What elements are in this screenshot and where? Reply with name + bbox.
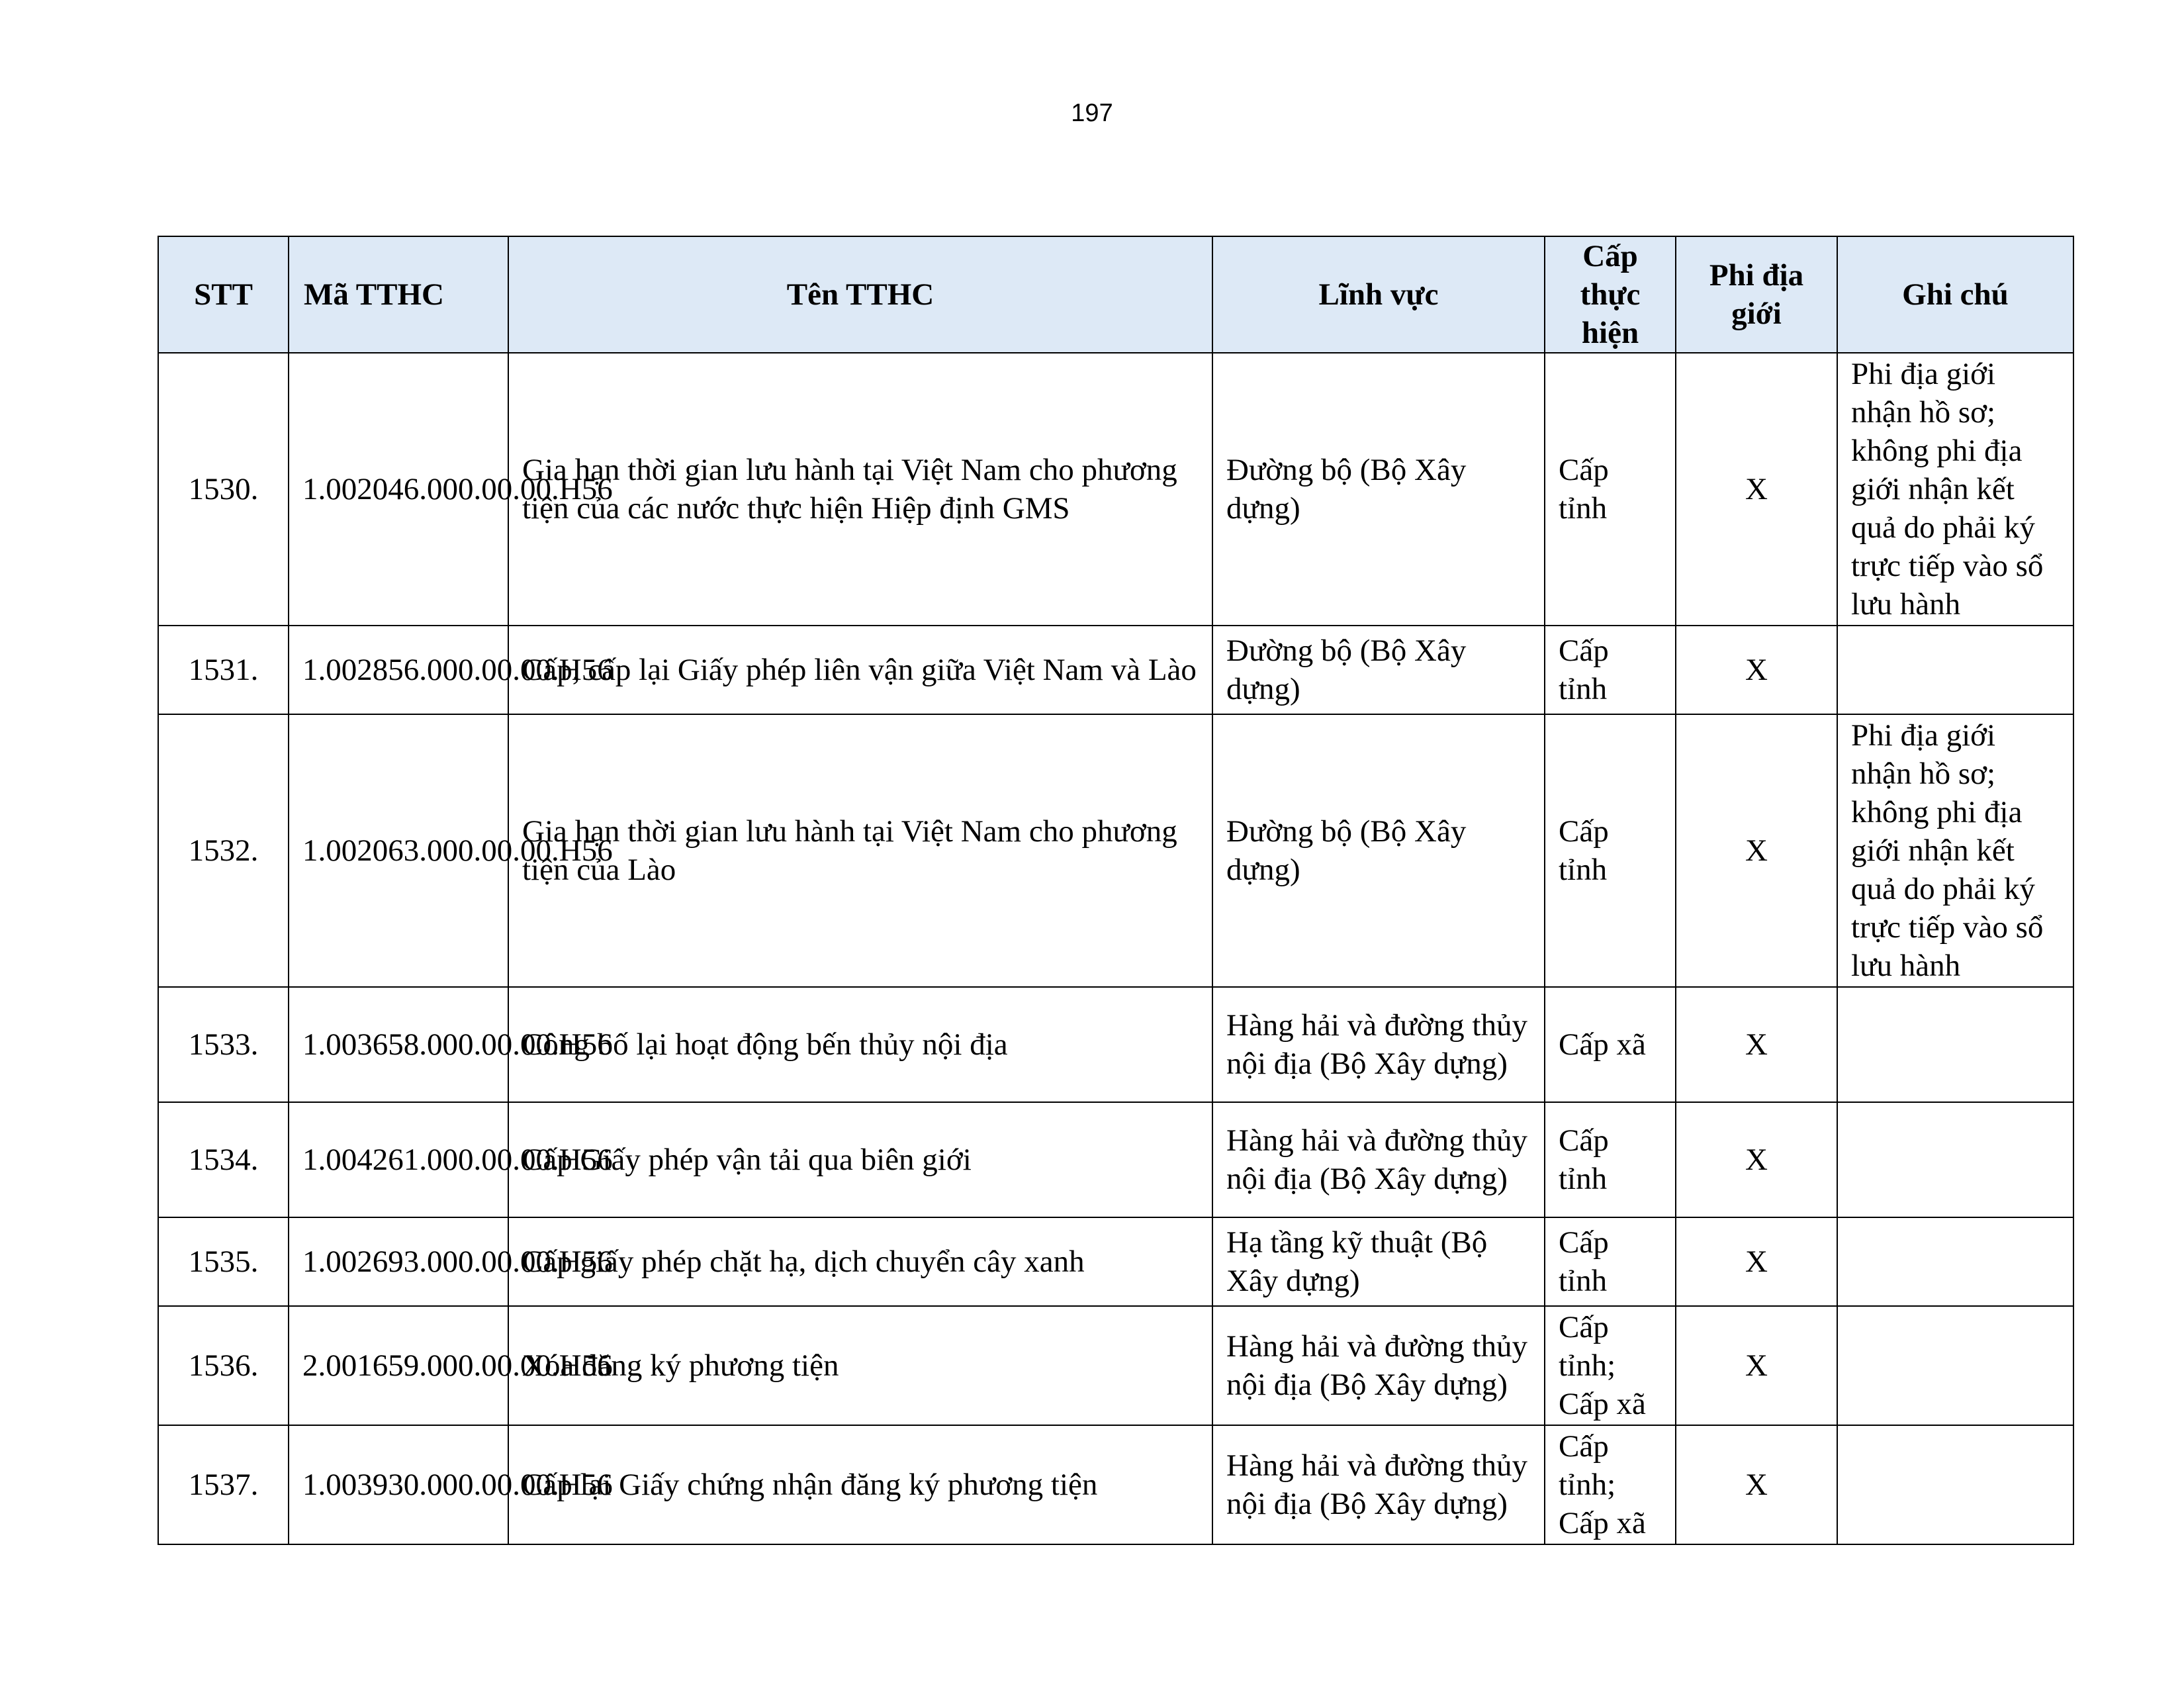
row-phi-mark: X (1676, 1102, 1837, 1217)
row-note: Phi địa giới nhận hồ sơ; không phi địa giới nhận kết quả do phải ký trực tiếp vào sổ lưu hành (1837, 353, 2073, 626)
row-stt: 1533. (158, 987, 289, 1102)
table-row (158, 714, 2073, 987)
row-level: Cấp tỉnh (1545, 1217, 1676, 1306)
header-phi: Phi địa giới (1676, 236, 1837, 353)
header-field: Lĩnh vực (1212, 236, 1545, 353)
page-number: 197 (1071, 99, 1113, 127)
row-code: 1.002693.000.00.00.H56 (289, 1217, 508, 1306)
row-note: Phi địa giới nhận hồ sơ; không phi địa giới nhận kết quả do phải ký trực tiếp vào sổ lưu hành (1837, 714, 2073, 987)
row-note (1837, 1306, 2073, 1425)
row-level: Cấp tỉnh; Cấp xã (1545, 1306, 1676, 1425)
row-name: Cấp lại Giấy chứng nhận đăng ký phương tiện (508, 1425, 1212, 1544)
row-stt: 1535. (158, 1217, 289, 1306)
row-name: Xóa đăng ký phương tiện (508, 1306, 1212, 1425)
row-field: Đường bộ (Bộ Xây dựng) (1212, 714, 1545, 987)
row-code: 2.001659.000.00.00.H56 (289, 1306, 508, 1425)
row-phi-mark: X (1676, 626, 1837, 714)
table-row (158, 1102, 2073, 1217)
row-name: Cấp, cấp lại Giấy phép liên vận giữa Việt Nam và Lào (508, 626, 1212, 714)
row-stt: 1536. (158, 1306, 289, 1425)
row-name: Gia hạn thời gian lưu hành tại Việt Nam cho phương tiện của các nước thực hiện Hiệp định GMS (508, 353, 1212, 626)
table-row (158, 987, 2073, 1102)
table-row (158, 1306, 2073, 1425)
row-field: Hàng hải và đường thủy nội địa (Bộ Xây dựng) (1212, 1306, 1545, 1425)
header-level: Cấp thực hiện (1545, 236, 1676, 353)
row-note (1837, 626, 2073, 714)
table-row (158, 1425, 2073, 1544)
row-field: Hàng hải và đường thủy nội địa (Bộ Xây dựng) (1212, 1102, 1545, 1217)
row-stt: 1534. (158, 1102, 289, 1217)
header-note: Ghi chú (1837, 236, 2073, 353)
row-phi-mark: X (1676, 1306, 1837, 1425)
row-level: Cấp tỉnh; Cấp xã (1545, 1425, 1676, 1544)
row-level: Cấp tỉnh (1545, 353, 1676, 626)
procedures-table (158, 236, 2074, 1545)
row-note (1837, 987, 2073, 1102)
row-code: 1.004261.000.00.00.H56 (289, 1102, 508, 1217)
table-row (158, 1217, 2073, 1306)
row-level: Cấp tỉnh (1545, 1102, 1676, 1217)
row-code: 1.002046.000.00.00.H56 (289, 353, 508, 626)
row-level: Cấp tỉnh (1545, 714, 1676, 987)
row-code: 1.003658.000.00.00.H56 (289, 987, 508, 1102)
row-name: Cấp giấy phép chặt hạ, dịch chuyển cây xanh (508, 1217, 1212, 1306)
row-note (1837, 1102, 2073, 1217)
row-field: Hàng hải và đường thủy nội địa (Bộ Xây dựng) (1212, 1425, 1545, 1544)
header-code: Mã TTHC (289, 236, 508, 353)
header-row (158, 236, 2073, 353)
row-name: Công bố lại hoạt động bến thủy nội địa (508, 987, 1212, 1102)
row-phi-mark: X (1676, 1425, 1837, 1544)
row-level: Cấp tỉnh (1545, 626, 1676, 714)
row-stt: 1537. (158, 1425, 289, 1544)
row-note (1837, 1425, 2073, 1544)
row-level: Cấp xã (1545, 987, 1676, 1102)
row-note (1837, 1217, 2073, 1306)
row-field: Đường bộ (Bộ Xây dựng) (1212, 353, 1545, 626)
row-code: 1.002856.000.00.00.H56 (289, 626, 508, 714)
row-code: 1.003930.000.00.00.H56 (289, 1425, 508, 1544)
table-row (158, 353, 2073, 626)
row-field: Hạ tầng kỹ thuật (Bộ Xây dựng) (1212, 1217, 1545, 1306)
row-phi-mark: X (1676, 353, 1837, 626)
row-phi-mark: X (1676, 1217, 1837, 1306)
table-row (158, 626, 2073, 714)
row-name: Cấp Giấy phép vận tải qua biên giới (508, 1102, 1212, 1217)
row-stt: 1532. (158, 714, 289, 987)
row-field: Hàng hải và đường thủy nội địa (Bộ Xây dựng) (1212, 987, 1545, 1102)
row-code: 1.002063.000.00.00.H56 (289, 714, 508, 987)
row-stt: 1531. (158, 626, 289, 714)
header-stt: STT (158, 236, 289, 353)
row-stt: 1530. (158, 353, 289, 626)
header-name: Tên TTHC (508, 236, 1212, 353)
row-name: Gia hạn thời gian lưu hành tại Việt Nam cho phương tiện của Lào (508, 714, 1212, 987)
row-field: Đường bộ (Bộ Xây dựng) (1212, 626, 1545, 714)
row-phi-mark: X (1676, 987, 1837, 1102)
row-phi-mark: X (1676, 714, 1837, 987)
